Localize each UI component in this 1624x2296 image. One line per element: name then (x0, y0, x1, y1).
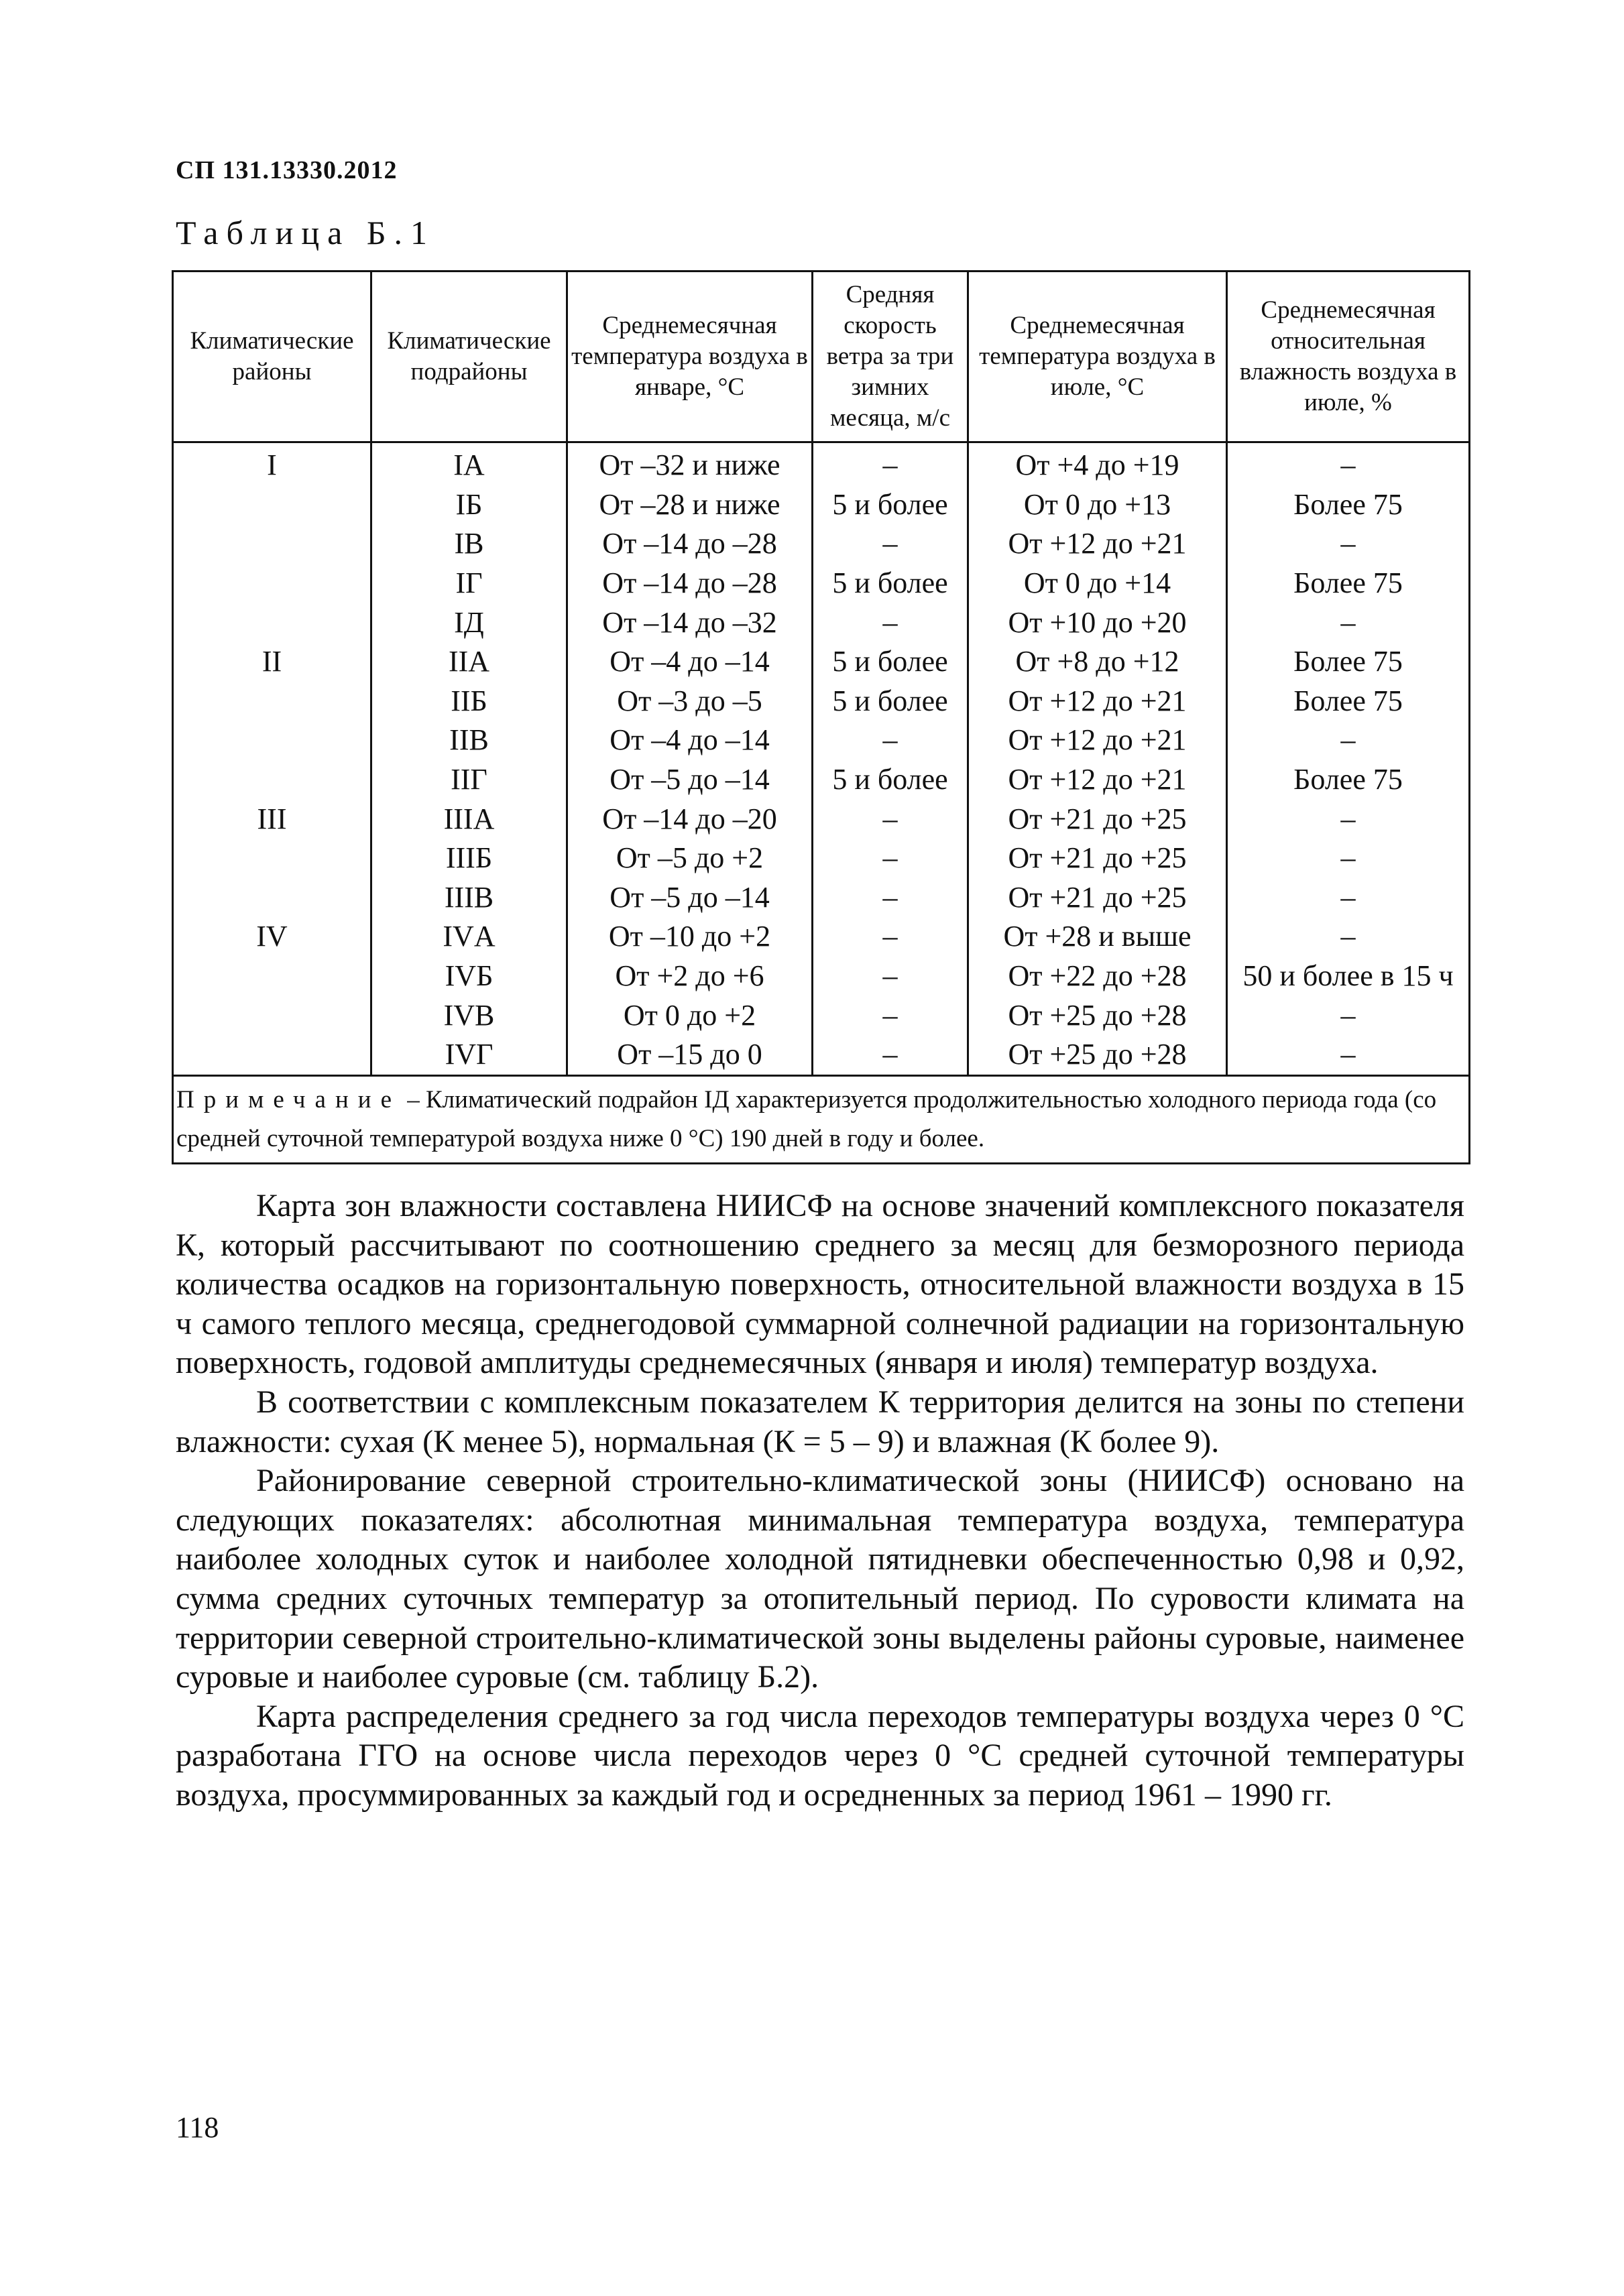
cell-humidity: Более 75 (1227, 485, 1470, 525)
cell-humidity: – (1227, 799, 1470, 839)
cell-humidity: – (1227, 603, 1470, 642)
cell-subregion: IIВ (371, 721, 567, 760)
cell-region: IV (173, 917, 371, 957)
cell-july-temp: От +12 до +21 (968, 760, 1227, 800)
cell-region (173, 485, 371, 525)
header-climatic-regions: Климатические районы (173, 271, 371, 442)
paragraph-humidity-zones-map: Карта зон влажности составлена НИИСФ на основе значений комплексного показателя К, который рассчитывают по соотношению среднего за месяц для безморозного периода количества осадков на горизонтальную поверхность, относительной влажности воздуха в 15 ч самого теплого месяца, среднегодовой суммарной солнечной радиации на горизонтальную поверхность, годовой амплитуды среднемесячных (января и июля) температур воздуха. (176, 1188, 1464, 1381)
cell-subregion: IVВ (371, 995, 567, 1035)
cell-wind-speed: – (813, 957, 968, 996)
cell-wind-speed: – (813, 839, 968, 878)
cell-region (173, 1035, 371, 1075)
cell-region (173, 524, 371, 564)
cell-humidity: – (1227, 917, 1470, 957)
cell-wind-speed: – (813, 799, 968, 839)
table-row (173, 957, 1470, 996)
cell-region: II (173, 642, 371, 682)
cell-wind-speed: – (813, 524, 968, 564)
cell-region (173, 878, 371, 918)
cell-january-temp: От –14 до –20 (567, 799, 813, 839)
cell-region: III (173, 799, 371, 839)
table-note (173, 1075, 1470, 1163)
cell-humidity: – (1227, 839, 1470, 878)
cell-region: I (173, 442, 371, 485)
table-row (173, 524, 1470, 564)
climate-table-container (172, 270, 1468, 1164)
cell-humidity: – (1227, 442, 1470, 485)
table-row (173, 564, 1470, 603)
cell-humidity: – (1227, 995, 1470, 1035)
note-label: Примечание (176, 1085, 401, 1113)
table-row (173, 995, 1470, 1035)
cell-january-temp: От +2 до +6 (567, 957, 813, 996)
cell-subregion: IД (371, 603, 567, 642)
header-january-temperature: Среднемесячная температура воздуха в январе, °С (567, 271, 813, 442)
cell-humidity: Более 75 (1227, 642, 1470, 682)
cell-humidity: – (1227, 1035, 1470, 1075)
cell-subregion: IVА (371, 917, 567, 957)
climate-table (172, 270, 1470, 1164)
cell-subregion: IVБ (371, 957, 567, 996)
cell-subregion: IА (371, 442, 567, 485)
cell-wind-speed: – (813, 995, 968, 1035)
cell-wind-speed: 5 и более (813, 760, 968, 800)
page-number: 118 (176, 2111, 219, 2144)
cell-january-temp: От –14 до –32 (567, 603, 813, 642)
cell-wind-speed: – (813, 603, 968, 642)
cell-january-temp: От –14 до –28 (567, 524, 813, 564)
cell-humidity: Более 75 (1227, 564, 1470, 603)
cell-humidity: – (1227, 524, 1470, 564)
cell-subregion: IIГ (371, 760, 567, 800)
cell-july-temp: От +21 до +25 (968, 839, 1227, 878)
cell-july-temp: От +12 до +21 (968, 682, 1227, 721)
header-july-temperature: Среднемесячная температура воздуха в июле, °С (968, 271, 1227, 442)
header-july-humidity: Среднемесячная относительная влажность воздуха в июле, % (1227, 271, 1470, 442)
cell-region (173, 839, 371, 878)
header-winter-wind-speed: Средняя скорость ветра за три зимних месяца, м/с (813, 271, 968, 442)
paragraph-humidity-zones-division: В соответствии с комплексным показателем К территория делится на зоны по степени влажности: сухая (К менее 5), нормальная (К = 5 – 9) и влажная (К более 9). (176, 1384, 1464, 1459)
cell-july-temp: От +4 до +19 (968, 442, 1227, 485)
paragraph-northern-zone-regionalization: Районирование северной строительно-климатической зоны (НИИСФ) основано на следующих показателях: абсолютная минимальная температура воздуха, температура наиболее холодных суток и наиболее холодной пятидневки обеспеченностью 0,98 и 0,92, сумма средних суточных температур за отопительный период. По суровости климата на территории северной строительно-климатической зоны выделены районы суровые, наименее суровые и наиболее суровые (см. таблицу Б.2). (176, 1463, 1464, 1695)
cell-subregion: IГ (371, 564, 567, 603)
cell-subregion: IВ (371, 524, 567, 564)
cell-july-temp: От +25 до +28 (968, 1035, 1227, 1075)
table-header-row (173, 271, 1470, 442)
table-row (173, 682, 1470, 721)
table-row (173, 603, 1470, 642)
table-row (173, 878, 1470, 918)
note-text: – Климатический подрайон IД характеризуется продолжительностью холодного периода года (со средней суточной температурой воздуха ниже 0 °С) 190 дней в году и более. (176, 1085, 1437, 1152)
table-row (173, 485, 1470, 525)
cell-july-temp: От +25 до +28 (968, 995, 1227, 1035)
table-note-row (173, 1075, 1470, 1163)
cell-humidity: Более 75 (1227, 682, 1470, 721)
table-row (173, 1035, 1470, 1075)
cell-humidity: – (1227, 721, 1470, 760)
cell-january-temp: От 0 до +2 (567, 995, 813, 1035)
cell-january-temp: От –14 до –28 (567, 564, 813, 603)
cell-july-temp: От +21 до +25 (968, 799, 1227, 839)
cell-wind-speed: 5 и более (813, 642, 968, 682)
cell-wind-speed: 5 и более (813, 485, 968, 525)
cell-subregion: IIIБ (371, 839, 567, 878)
cell-january-temp: От –15 до 0 (567, 1035, 813, 1075)
document-code: СП 131.13330.2012 (176, 156, 398, 184)
header-climatic-subregions: Климатические подрайоны (371, 271, 567, 442)
cell-wind-speed: 5 и более (813, 564, 968, 603)
table-row (173, 917, 1470, 957)
cell-region (173, 682, 371, 721)
cell-subregion: IIIА (371, 799, 567, 839)
cell-january-temp: От –5 до –14 (567, 760, 813, 800)
cell-region (173, 603, 371, 642)
cell-january-temp: От –4 до –14 (567, 721, 813, 760)
cell-wind-speed: 5 и более (813, 682, 968, 721)
cell-january-temp: От –32 и ниже (567, 442, 813, 485)
cell-humidity: – (1227, 878, 1470, 918)
cell-subregion: IIIВ (371, 878, 567, 918)
cell-region (173, 760, 371, 800)
cell-july-temp: От +28 и выше (968, 917, 1227, 957)
cell-humidity: Более 75 (1227, 760, 1470, 800)
cell-subregion: IБ (371, 485, 567, 525)
table-caption: Таблица Б.1 (176, 214, 436, 251)
table-row (173, 799, 1470, 839)
cell-region (173, 995, 371, 1035)
cell-july-temp: От +10 до +20 (968, 603, 1227, 642)
cell-subregion: IVГ (371, 1035, 567, 1075)
cell-wind-speed: – (813, 878, 968, 918)
cell-subregion: IIА (371, 642, 567, 682)
table-row (173, 760, 1470, 800)
cell-wind-speed: – (813, 721, 968, 760)
cell-region (173, 957, 371, 996)
table-row (173, 442, 1470, 485)
cell-january-temp: От –4 до –14 (567, 642, 813, 682)
cell-january-temp: От –28 и ниже (567, 485, 813, 525)
cell-january-temp: От –3 до –5 (567, 682, 813, 721)
cell-july-temp: От +12 до +21 (968, 524, 1227, 564)
cell-july-temp: От +21 до +25 (968, 878, 1227, 918)
cell-january-temp: От –10 до +2 (567, 917, 813, 957)
paragraph-zero-crossing-map: Карта распределения среднего за год числа переходов температуры воздуха через 0 °С разработана ГГО на основе числа переходов через 0 °С средней суточной температуры воздуха, просуммированных за каждый год и осредненных за период 1961 – 1990 гг. (176, 1698, 1464, 1813)
cell-humidity: 50 и более в 15 ч (1227, 957, 1470, 996)
body-text (176, 1187, 1464, 1815)
cell-july-temp: От +12 до +21 (968, 721, 1227, 760)
cell-subregion: IIБ (371, 682, 567, 721)
table-row (173, 721, 1470, 760)
table-row (173, 642, 1470, 682)
cell-january-temp: От –5 до –14 (567, 878, 813, 918)
cell-july-temp: От 0 до +13 (968, 485, 1227, 525)
cell-july-temp: От +22 до +28 (968, 957, 1227, 996)
table-row (173, 839, 1470, 878)
table-body (173, 442, 1470, 1076)
cell-july-temp: От +8 до +12 (968, 642, 1227, 682)
cell-wind-speed: – (813, 442, 968, 485)
cell-wind-speed: – (813, 917, 968, 957)
cell-january-temp: От –5 до +2 (567, 839, 813, 878)
cell-region (173, 721, 371, 760)
cell-wind-speed: – (813, 1035, 968, 1075)
cell-region (173, 564, 371, 603)
cell-july-temp: От 0 до +14 (968, 564, 1227, 603)
